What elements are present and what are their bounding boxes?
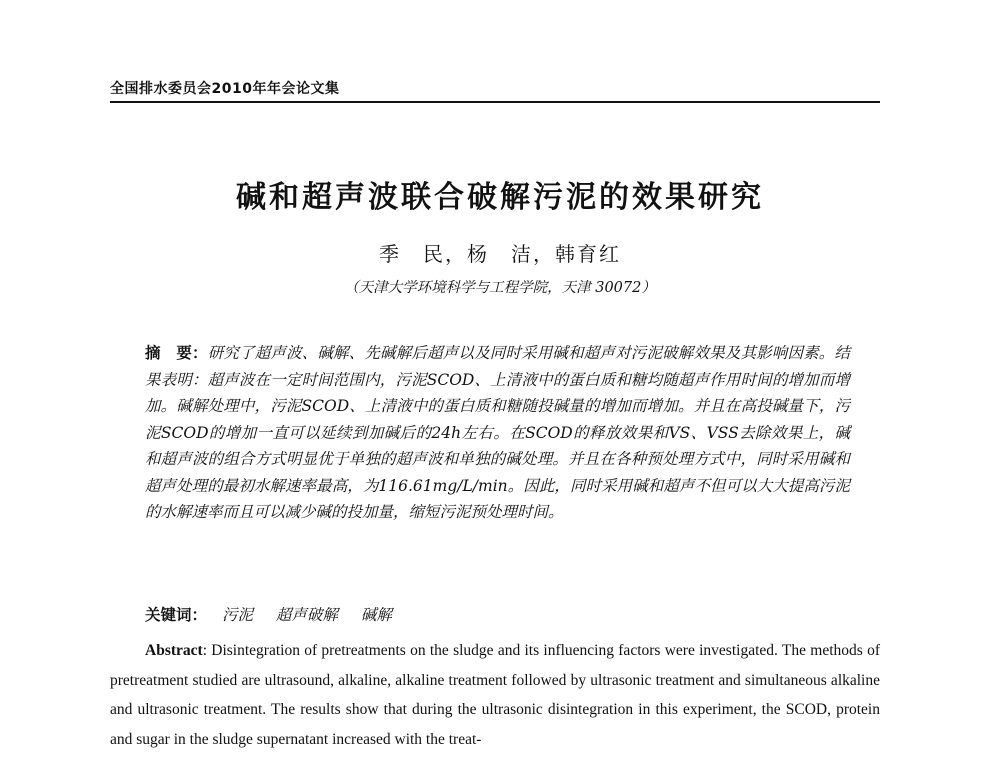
abstract-cn-text: 研究了超声波、碱解、先碱解后超声以及同时采用碱和超声对污泥破解效果及其影响因素。结果表明：超声波在一定时间范围内，污泥SCOD、上清液中的蛋白质和糖均随超声作用时间的增加而增加。碱解处理中，污泥SCOD、上清液中的蛋白质和糖随投碱量的增加而增加。并且在高投碱量下，污泥SCOD的增加一直可以延续到加碱后的24h左右。在SCOD的释放效果和VS、VSS去除效果上，碱和超声波的组合方式明显优于单独的超声波和单独的碱处理。并且在各种预处理方式中，同时采用碱和超声处理的最初水解速率最高，为116.61mg/L/min。因此，同时采用碱和超声不但可以大大提高污泥的水解速率而且可以减少碱的投加量，缩短污泥预处理时间。 xyxy=(145,344,850,521)
keywords-label: 关键词： xyxy=(145,606,208,624)
abstract-chinese xyxy=(145,340,850,526)
abstract-english xyxy=(110,636,880,754)
keyword: 污泥 xyxy=(221,606,253,624)
header-rule xyxy=(110,101,880,103)
affiliation: （天津大学环境科学与工程学院，天津 30072） xyxy=(344,280,656,296)
paper-title: 碱和超声波联合破解污泥的效果研究 xyxy=(236,180,764,215)
keyword: 碱解 xyxy=(360,606,392,624)
keywords xyxy=(145,603,850,625)
running-head: 全国排水委员会2010年年会论文集 xyxy=(110,81,340,97)
abstract-en-text: : Disintegration of pretreatments on the sludge and its influencing factors were investigated. The methods of pretreatment studied are ultrasound, alkaline, alkaline treatment followed by ultrasonic treatment and simultaneous alkaline and ultrasonic treatment. The results show that during the ultrasonic disintegration in this experiment, the SCOD, protein and sugar in the sludge supernatant increased with the treat- xyxy=(110,642,880,748)
abstract-en-label: Abstract xyxy=(145,642,203,659)
authors: 季 民，杨 洁，韩育红 xyxy=(379,242,621,266)
abstract-cn-label: 摘 要： xyxy=(145,344,208,362)
keyword: 超声破解 xyxy=(275,606,338,624)
